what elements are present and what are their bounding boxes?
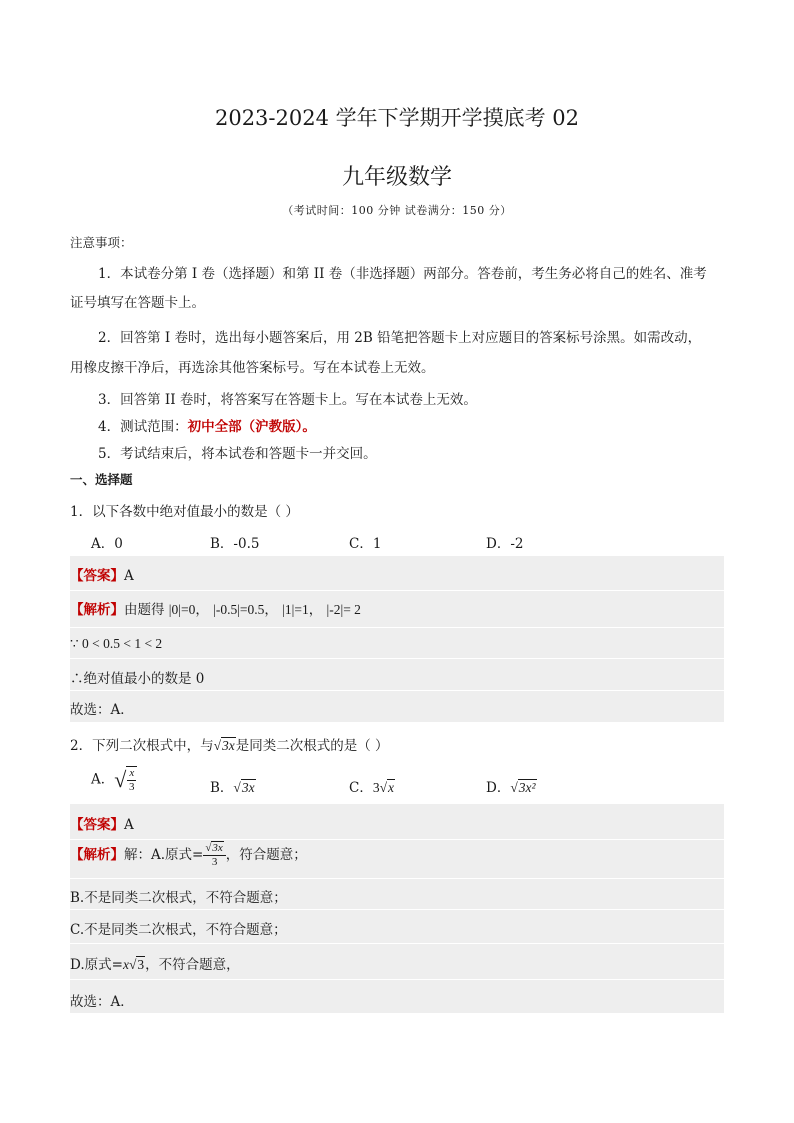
analysis-denominator: 3 [211, 856, 218, 868]
q1-option-c: C．1 [349, 536, 382, 552]
q1-answer [70, 564, 134, 584]
subject-title: 九年级数学 [341, 165, 452, 190]
q2-option-c-coefficient: 3 [372, 780, 380, 795]
q2-analysis: 【解析】解：A.原式= $\frac{√3x}{3}$ ，符合题意； [70, 842, 307, 868]
q2-option-a-denominator: 3 [129, 781, 135, 793]
analysis-text: 由题得 [124, 602, 165, 618]
answer-tag: 【答案】 [70, 817, 124, 833]
test-scope: 初中全部（沪教版） [187, 419, 303, 435]
q1-because: ∵ 0 < 0.5 < 1 < 2 [70, 636, 163, 651]
abs-result-2: = 2 [343, 602, 361, 617]
answer-tag: 【答案】 [70, 568, 124, 584]
q2-option-d-label: D． [486, 780, 511, 796]
q2-line-d-suffix: ，不符合题意， [145, 957, 240, 973]
q2-option-b-radical: 3x [241, 780, 255, 795]
notice-item-1-line-1: 1．本试卷分第 I 卷（选择题）和第 II 卷（非选择题）两部分。答卷前，考生务必将自己的姓名、准考 [98, 266, 707, 282]
q2-option-d-radical: 3x² [518, 780, 536, 795]
q2-option-c-label: C． [349, 780, 373, 796]
q2-option-a-label: A． [91, 771, 115, 788]
q2-stem-suffix: 是同类二次根式的是（ ） [235, 738, 389, 754]
divider [70, 909, 724, 910]
analysis-tag: 【解析】 [70, 847, 124, 863]
analysis-suffix: ，符合题意； [225, 847, 307, 863]
q2-line-b: B.不是同类二次根式，不符合题意； [70, 890, 287, 906]
exam-title: 2023-2024 学年下学期开学摸底考 02 [214, 106, 580, 130]
notice-item-5: 5．考试结束后，将本试卷和答题卡一并交回。 [98, 446, 377, 462]
q1-option-b: B．-0.5 [210, 536, 260, 552]
q2-answer [70, 813, 134, 833]
abs-value-0: 0 [171, 602, 179, 617]
divider [70, 839, 724, 840]
q2-option-c: C．3√x [349, 780, 395, 796]
q2-option-a-numerator: x [129, 767, 135, 779]
notice-item-2-line-1: 2．回答第 I 卷时，选出每小题答案后，用 2B 铅笔把答题卡上对应题目的答案标号涂黑。如需改动， [98, 330, 702, 346]
divider [70, 979, 724, 980]
q1-analysis: 【解析】由题得 |0|=0， |-0.5|=0.5， |1|=1， |-2|= 2 [70, 602, 361, 618]
divider [70, 590, 724, 591]
divider [70, 878, 724, 879]
q2-choose: 故选：A． [70, 994, 134, 1010]
abs-result-0: =0， [180, 602, 209, 617]
q2-line-d-x: x [122, 957, 129, 972]
q2-line-d-prefix: D.原式= [70, 957, 123, 973]
analysis-numerator: 3x [212, 842, 223, 854]
divider [70, 943, 724, 944]
analysis-prefix: 解：A.原式= [124, 847, 204, 863]
divider [70, 627, 724, 628]
q1-choose: 故选：A． [70, 702, 134, 718]
answer-value: A [124, 817, 134, 833]
notice-item-1-line-2: 证号填写在答题卡上。 [70, 295, 205, 311]
q2-option-b-label: B． [210, 780, 234, 796]
q2-stem: 2．下列二次根式中，与√3x是同类二次根式的是（ ） [70, 738, 389, 754]
notice-item-4-suffix: 。 [302, 419, 316, 435]
q2-option-a: A．√ $\frac{x}{3}$ [91, 766, 137, 794]
notice-item-2-line-2: 用橡皮擦干净后，再选涂其他答案标号。写在本试卷上无效。 [70, 360, 435, 376]
q1-option-a: A．0 [91, 536, 123, 552]
abs-value-1: 1 [284, 602, 292, 617]
q2-option-d: D．√3x² [486, 780, 536, 796]
q2-line-c: C.不是同类二次根式，不符合题意； [70, 922, 287, 938]
notice-item-4 [98, 415, 316, 435]
notice-item-4-prefix: 4．测试范围： [98, 419, 188, 435]
q2-option-b: B．√3x [210, 780, 255, 796]
notice-item-3: 3．回答第 II 卷时，将答案写在答题卡上。写在本试卷上无效。 [98, 392, 477, 408]
q2-stem-prefix: 2．下列二次根式中，与 [70, 738, 214, 754]
notice-heading: 注意事项： [70, 235, 133, 250]
abs-value-neg-2: -2 [329, 602, 341, 617]
q2-line-d: D.原式=x√3，不符合题意， [70, 957, 240, 973]
abs-value-neg-half: -0.5 [215, 602, 238, 617]
analysis-tag: 【解析】 [70, 602, 124, 618]
divider [70, 658, 724, 659]
section-heading: 一、选择题 [70, 472, 133, 487]
divider [70, 690, 724, 691]
q1-option-d: D．-2 [486, 536, 524, 552]
abs-result-1: =1， [294, 602, 323, 617]
exam-info: （考试时间：100 分钟 试卷满分：150 分） [282, 204, 512, 217]
q2-option-c-radical: x [388, 780, 395, 795]
q2-stem-radical: 3x [222, 738, 235, 753]
q1-stem: 1．以下各数中绝对值最小的数是（ ） [70, 504, 299, 520]
q2-line-d-radical: 3 [137, 957, 145, 972]
abs-result-half: =0.5， [239, 602, 278, 617]
q1-solution-box [70, 556, 724, 722]
answer-value: A [124, 568, 134, 584]
q1-therefore: ∴绝对值最小的数是 0 [70, 671, 205, 687]
